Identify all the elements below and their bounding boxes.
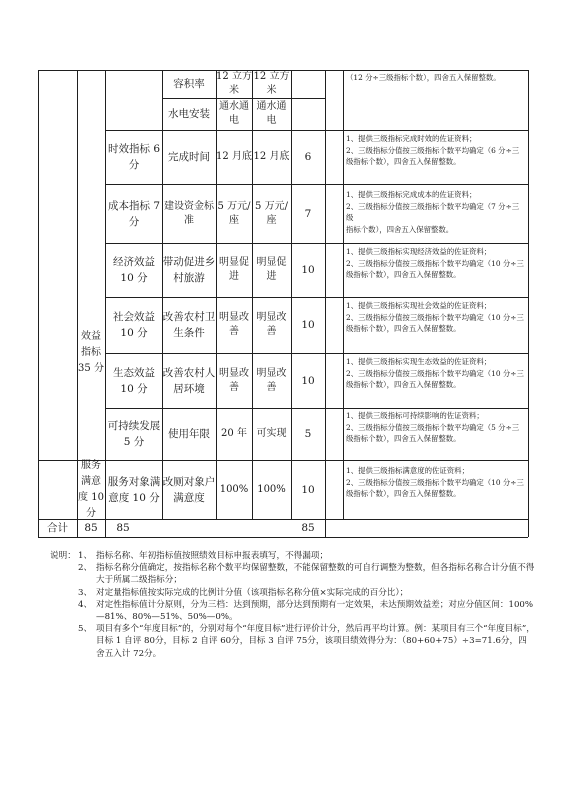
- target-cell: 明显改善: [219, 367, 249, 393]
- notes-title: 说明：: [50, 551, 76, 561]
- actual-cell: 12 立方米: [253, 71, 290, 96]
- score-cell: 6: [304, 151, 312, 163]
- indicator-cell: 成本指标 7 分: [107, 199, 161, 228]
- measure-cell: 改善农村人居环境: [162, 366, 216, 395]
- target-cell: 通水通电: [219, 101, 249, 126]
- method-cell: 1、提供三级指标满意度的佐证资料； 2、三级指标分值按三级指标个数平均确定（10 分÷三级指标个数），四舍五入保留整数。: [346, 466, 524, 498]
- method-cell: 1、提供三级指标完成时效的佐证资料； 2、三级指标分值按三级指标个数平均确定（6 分÷三级指标个数），四舍五入保留整数。: [346, 134, 520, 166]
- method-cell: 1、提供三级指标实现生态效益的佐证资料； 2、三级指标分值按三级指标个数平均确定（10 分÷三级指标个数），四舍五入保留整数。: [346, 357, 524, 389]
- measure-cell: 建设资金标准: [164, 200, 214, 226]
- actual-cell: 12 月底: [253, 151, 290, 162]
- total-value: 85: [116, 522, 130, 534]
- score-cell: 5: [304, 428, 312, 440]
- measure-cell: 水电安装: [168, 108, 210, 120]
- notes-section: [50, 550, 535, 660]
- note-number: 1、: [78, 551, 93, 561]
- total-value: 85: [84, 522, 98, 534]
- target-cell: 20 年: [221, 428, 247, 439]
- total-label: 合计: [47, 522, 68, 534]
- note-text: 对定性指标值计分原则，分为三档：达到预期，部分达到预期有一定效果，未达预期效益差；对应分值区间：100%—81%、80%—51%、50%—0%。: [96, 599, 534, 623]
- note-number: 5、: [78, 624, 93, 635]
- indicator-cell: 服务对象满意度 10 分: [107, 475, 161, 504]
- target-cell: 明显改善: [219, 312, 249, 337]
- total-value: 85: [301, 522, 315, 534]
- target-cell: 12 立方米: [216, 71, 252, 96]
- actual-cell: 可实现: [256, 428, 287, 439]
- target-cell: 100%: [219, 483, 249, 495]
- measure-cell: 带动促进乡村旅游: [162, 256, 216, 284]
- score-cell: 10: [301, 264, 315, 276]
- actual-cell: 明显改善: [256, 312, 287, 337]
- method-cell: 1、提供三级指标可持续影响的佐证资料； 2、三级指标分值按三级指标个数平均确定（5 分÷三级指标个数），四舍五入保留整数。: [346, 411, 520, 443]
- method-cell: 1、提供三级指标实现社会效益的佐证资料； 2、三级指标分值按三级指标个数平均确定（10 分÷三级指标个数），四舍五入保留整数。: [346, 301, 524, 333]
- measure-cell: 改厕对象户满意度: [162, 475, 216, 504]
- method-cell: （12 分÷三级指标个数），四舍五入保留整数。: [346, 73, 501, 82]
- measure-cell: 使用年限: [168, 428, 210, 440]
- target-cell: 明显促进: [219, 257, 249, 282]
- group-benefit: 效益指标 35 分: [78, 330, 104, 374]
- measure-cell: 改善农村卫生条件: [162, 311, 216, 339]
- score-cell: 7: [304, 207, 312, 220]
- actual-cell: 通水通电: [256, 101, 287, 126]
- score-cell: 10: [301, 483, 315, 496]
- note-text: 对定量指标值按实际完成的比例计分值（该项指标名称分值×实际完成的百分比）；: [96, 587, 409, 598]
- method-cell: 1、提供三级指标完成成本的佐证资料； 2、三级指标分值按三级指标个数平均确定（7 分÷三级 指标个数），四舍五入保留整数。: [346, 190, 520, 234]
- indicator-cell: 社会效益 10 分: [113, 311, 155, 339]
- actual-cell: 5 万元/座: [255, 200, 288, 226]
- actual-cell: 明显促进: [256, 257, 287, 282]
- actual-cell: 明显改善: [256, 367, 287, 393]
- score-cell: 10: [301, 319, 315, 331]
- note-number: 3、: [78, 587, 93, 598]
- note-text: 指标名称、年初指标值按照绩效目标申报表填写，不得漏项；: [96, 551, 329, 561]
- indicator-cell: 生态效益 10 分: [113, 366, 155, 395]
- indicator-cell: 可持续发展 5 分: [107, 420, 161, 448]
- note-number: 2、: [78, 563, 93, 574]
- measure-cell: 完成时间: [168, 151, 210, 163]
- score-cell: 10: [301, 374, 315, 387]
- target-cell: 12 月底: [216, 151, 252, 162]
- method-cell: 1、提供三级指标实现经济效益的佐证资料； 2、三级指标分值按三级指标个数平均确定（10 分÷三级指标个数），四舍五入保留整数。: [346, 247, 524, 279]
- actual-cell: 100%: [257, 483, 286, 495]
- measure-cell: 容积率: [173, 78, 205, 90]
- group-satisfaction: 服务满意度 10 分: [78, 459, 104, 519]
- note-text: 项目有多个“年度目标”的，分别对每个“年度目标”进行评价计分，然后再平均计算。例：某项目有三个“年度目标”，目标 1 自评 80分，目标 2 自评 60分，目标 3 自评 75分，该项目绩效得分为：（80+60+75）÷3=71.6分，四舍五入计 72分。: [96, 624, 535, 659]
- target-cell: 5 万元/座: [217, 200, 251, 226]
- note-number: 4、: [78, 599, 93, 610]
- indicator-cell: 时效指标 6 分: [107, 143, 161, 171]
- note-text: 指标名称分值确定，按指标名称个数平均保留整数，不能保留整数的可自行调整为整数，但各指标名称合计分值不得大于所属二级指标分；: [96, 563, 535, 586]
- indicator-cell: 经济效益 10 分: [113, 256, 155, 284]
